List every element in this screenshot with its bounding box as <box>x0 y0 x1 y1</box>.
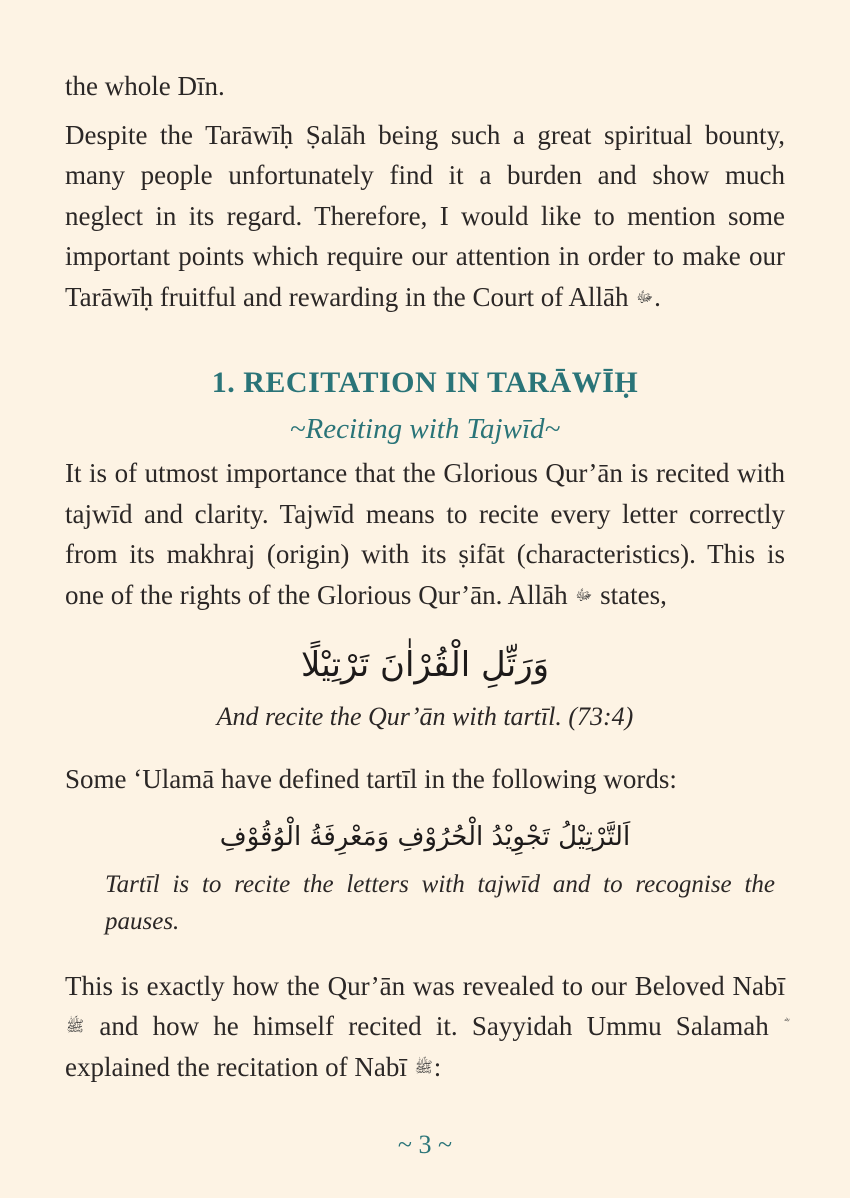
quran-verse-translation: And recite the Qur’ān with tartīl. (73:4) <box>216 702 634 731</box>
paragraph-tarawih-bounty <box>65 115 785 318</box>
paragraph-text: and how he himself recited it. Sayyidah Ummu Salamah <box>99 1011 769 1041</box>
honorific-nabi-icon: ﷺ <box>66 1017 85 1035</box>
paragraph-text: explained the recitation of Nabī <box>65 1051 407 1082</box>
page-number: ~ 3 ~ <box>397 1130 453 1159</box>
intro-line: the whole Dīn. <box>65 71 225 101</box>
paragraph-text-end: : <box>433 1051 442 1082</box>
paragraph-text-end: states, <box>600 579 667 610</box>
honorific-nabi-icon: ﷺ <box>414 1057 433 1076</box>
honorific-allah-icon: ﷻ <box>636 287 654 306</box>
tartil-definition-arabic: اَلتَّرْتِيْلُ تَجْوِيْدُ الْحُرُوْفِ وَمَعْرِفَةُ الْوُقُوْفِ <box>219 821 631 852</box>
quran-verse-arabic: وَرَتِّلِ الْقُرْاٰنَ تَرْتِيْلًا <box>300 645 550 685</box>
paragraph-text: Despite the Tarāwīḥ Ṣalāh being such a great spiritual bounty, many people unfortunately find it a burden and show much neglect in its regard. Therefore, I would like to mention some important points which require our attention in order to make our Tarāwīḥ fruitful and rewarding in the Court of Allāh <box>65 119 785 312</box>
paragraph-text: It is of utmost importance that the Glorious Qur’ān is recited with tajwīd and clarity. Tajwīd means to recite every letter correctly from its makhraj (origin) with its ṣifāt (characteristics). This is one of the rights of the Glorious Qur’ān. Allāh <box>65 458 785 610</box>
paragraph-text: This is exactly how the Qur’ān was revealed to our Beloved Nabī <box>65 970 785 1001</box>
paragraph-tajwid <box>65 453 785 615</box>
section-subheading: ~Reciting with Tajwīd~ <box>289 413 561 445</box>
section-heading: 1. RECITATION IN TARĀWĪḤ <box>211 366 639 399</box>
paragraph-text-end: . <box>654 281 661 312</box>
paragraph-revelation <box>65 966 785 1088</box>
tartil-definition-translation: Tartīl is to recite the letters with tajwīd and to recognise the pauses. <box>105 870 775 935</box>
paragraph-ulama-definition: Some ‘Ulamā have defined tartīl in the following words: <box>65 764 677 794</box>
honorific-allah-icon: ﷻ <box>575 585 593 604</box>
